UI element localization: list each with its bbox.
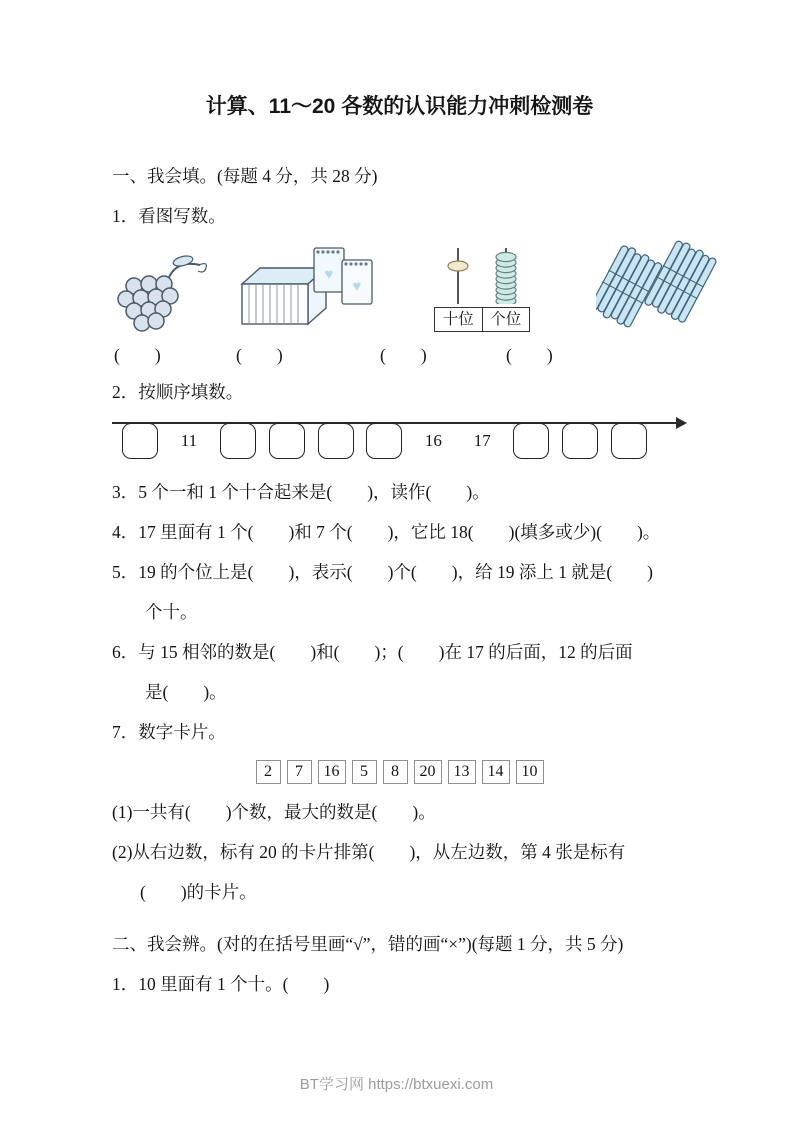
grapes-illustration — [112, 252, 208, 343]
footer-credit-link[interactable]: BT学习网 https://btxuexi.com — [299, 1076, 494, 1093]
number-line — [112, 416, 687, 468]
question-7-label: 7．数字卡片。 — [112, 722, 226, 742]
number-line-label-17: 17 — [473, 431, 491, 450]
question-1-figures — [112, 238, 687, 340]
section-two-header: 二、我会辨。(对的在括号里画“√”，错的画“×”)(每题 1 分，共 5 分) — [112, 934, 624, 954]
books-icon — [238, 242, 378, 338]
question-5-line-1: 5．19 的个位上是( )，表示( )个( )，给 19 添上 1 就是( ) — [112, 562, 653, 582]
question-6-line-1: 6．与 15 相邻的数是( )和( )；( )在 17 的后面，12 的后面 — [112, 642, 633, 662]
heart-icon: ♥ — [352, 279, 362, 295]
section-one-header: 一、我会填。(每题 4 分，共 28 分) — [112, 166, 378, 186]
answer-blank-1[interactable]: ( ) — [114, 345, 161, 365]
number-line-arrowhead — [676, 417, 687, 429]
answer-blank-2[interactable]: ( ) — [236, 345, 283, 365]
number-line-fill-box[interactable] — [366, 423, 402, 459]
number-line-fill-box[interactable] — [611, 423, 647, 459]
number-card: 14 — [482, 760, 510, 784]
abacus-rods-icon — [434, 246, 530, 304]
grapes-icon — [112, 252, 208, 338]
number-card: 16 — [318, 760, 346, 784]
number-line-fill-box[interactable] — [513, 423, 549, 459]
tens-place-label: 十位 — [442, 311, 474, 328]
number-card: 5 — [352, 760, 377, 784]
number-card: 13 — [448, 760, 476, 784]
question-5-line-2: 个十。 — [145, 602, 198, 622]
abacus-illustration — [434, 246, 530, 332]
question-3: 3．5 个一和 1 个十合起来是( )，读作( )。 — [112, 482, 490, 502]
question-2-label: 2．按顺序填数。 — [112, 382, 244, 402]
question-1-label: 1．看图写数。 — [112, 206, 226, 226]
question-6-line-2: 是( )。 — [145, 682, 227, 702]
section-two-question-1: 1．10 里面有 1 个十。( ) — [112, 974, 330, 994]
place-value-table — [434, 307, 530, 332]
heart-icon: ♥ — [324, 267, 334, 283]
books-and-gift-bags-illustration — [238, 242, 378, 343]
number-line-fill-box[interactable] — [269, 423, 305, 459]
question-7-sub-1: (1)一共有( )个数，最大的数是( )。 — [112, 802, 436, 822]
question-1-answer-blanks — [112, 340, 687, 372]
number-card: 2 — [256, 760, 281, 784]
number-cards-row — [112, 759, 687, 785]
question-4: 4．17 里面有 1 个( )和 7 个( )，它比 18( )(填多或少)( )。 — [112, 522, 661, 542]
number-card: 20 — [414, 760, 442, 784]
page-title: 计算、11～20 各数的认识能力冲刺检测卷 — [205, 95, 594, 118]
number-card: 7 — [287, 760, 312, 784]
answer-blank-4[interactable]: ( ) — [506, 345, 553, 365]
answer-blank-3[interactable]: ( ) — [380, 345, 427, 365]
question-7-sub-2-line-2: ( )的卡片。 — [140, 882, 257, 902]
number-line-fill-box[interactable] — [122, 423, 158, 459]
number-line-slots — [112, 423, 659, 459]
number-line-fill-box[interactable] — [220, 423, 256, 459]
number-line-label-16: 16 — [424, 431, 442, 450]
number-line-fill-box[interactable] — [562, 423, 598, 459]
number-card: 8 — [383, 760, 408, 784]
number-card: 10 — [516, 760, 544, 784]
stick-bundles-illustration — [596, 238, 718, 337]
stick-bundles-icon — [596, 238, 718, 332]
ones-place-label: 个位 — [482, 308, 530, 331]
number-line-fill-box[interactable] — [318, 423, 354, 459]
number-line-label-11: 11 — [180, 431, 198, 450]
question-7-sub-2-line-1: (2)从右边数，标有 20 的卡片排第( )，从左边数，第 4 张是标有 — [112, 842, 626, 862]
